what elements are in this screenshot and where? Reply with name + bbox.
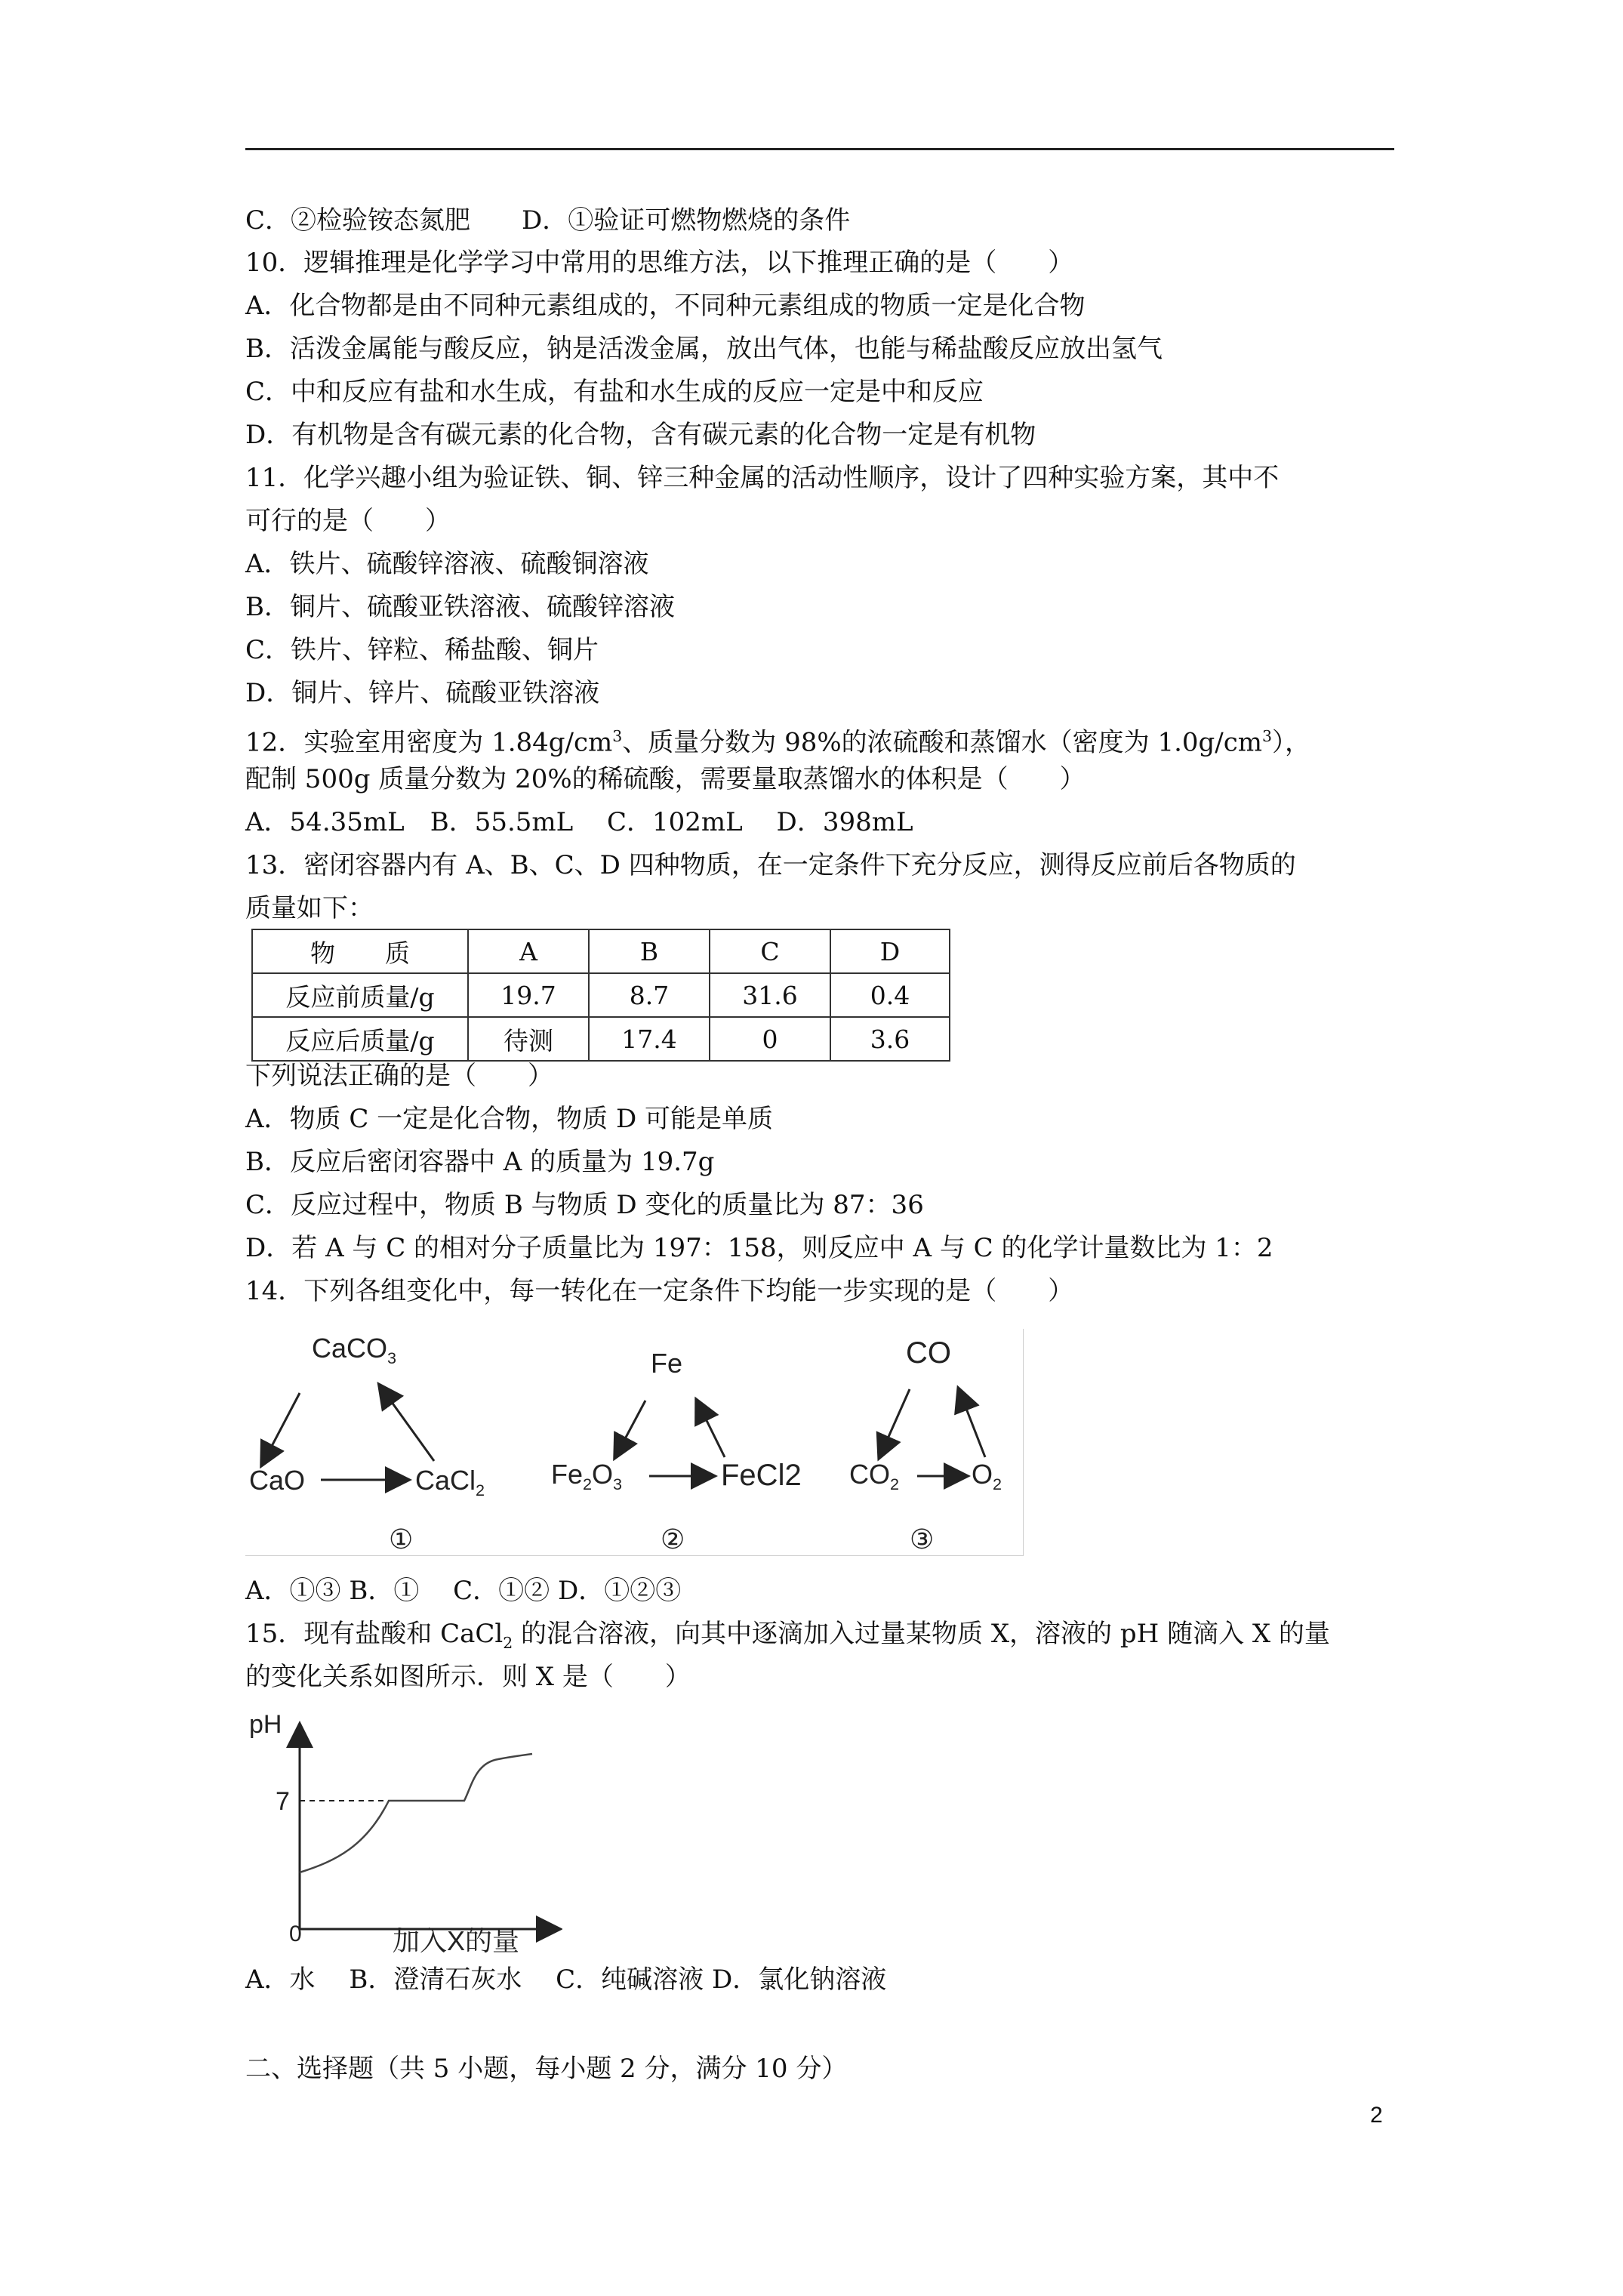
table-cell: 17.4 — [589, 1017, 710, 1061]
q13-question: 下列说法正确的是（ ） — [245, 1061, 553, 1091]
section-2-heading: 二、选择题（共 5 小题，每小题 2 分，满分 10 分） — [245, 2054, 848, 2084]
table-cell: 3.6 — [830, 1017, 950, 1061]
q12-options: A．54.35mL B．55.5mL C．102mL D．398mL — [245, 807, 913, 837]
q10-option-a: A．化合物都是由不同种元素组成的，不同种元素组成的物质一定是化合物 — [245, 291, 1086, 321]
origin-label: 0 — [289, 1922, 302, 1946]
arrow-icon — [380, 1385, 434, 1461]
table-header-cell: 物 质 — [252, 929, 468, 973]
q14-stem: 14．下列各组变化中，每一转化在一定条件下均能一步实现的是（ ） — [245, 1276, 1074, 1306]
table-header-cell: C — [710, 929, 830, 973]
g2-top: Fe — [651, 1348, 683, 1379]
table-cell: 19.7 — [468, 973, 589, 1017]
table-header-row — [252, 929, 950, 973]
g1-right: CaCl$_2$ — [415, 1465, 485, 1500]
table-cell: 0 — [710, 1017, 830, 1061]
arrow-icon — [959, 1389, 985, 1457]
ph-curve — [300, 1754, 532, 1872]
g3-top: CO — [906, 1336, 951, 1370]
g1-left: CaO — [249, 1465, 306, 1496]
g1-label: ① — [389, 1524, 414, 1555]
x-axis-label: 加入X的量 — [393, 1925, 520, 1956]
q10-stem: 10．逻辑推理是化学学习中常用的思维方法，以下推理正确的是（ ） — [245, 248, 1074, 278]
q13-mass-table — [251, 929, 950, 1062]
table-cell: 0.4 — [830, 973, 950, 1017]
table-header-cell: A — [468, 929, 589, 973]
arrow-icon — [262, 1393, 300, 1465]
g3-left: $CO_2$ — [849, 1459, 900, 1494]
g1-top: CaCO$_3$ — [312, 1333, 397, 1368]
table-row — [252, 1017, 950, 1061]
ph-graph-plot — [245, 1703, 562, 1952]
ph-tick-7: 7 — [276, 1787, 290, 1816]
table-cell: 反应前质量/g — [252, 973, 468, 1017]
q12-stem-line1: 12．实验室用密度为 $1.84g/cm^3$、质量分数为 98%的浓硫酸和蒸馏水（密度为 $1.0g/cm^3$）， — [245, 727, 1311, 758]
table-cell: 31.6 — [710, 973, 830, 1017]
q11-option-d: D．铜片、锌片、硫酸亚铁溶液 — [245, 678, 600, 708]
q13-stem-line1: 13．密闭容器内有 A、B、C、D 四种物质，在一定条件下充分反应，测得反应前后各物质的 — [245, 850, 1296, 880]
q13-option-c: C．反应过程中，物质 B 与物质 D 变化的质量比为 87：36 — [245, 1190, 924, 1220]
q9-options-cd: C．②检验铵态氮肥 D．①验证可燃物燃烧的条件 — [245, 205, 851, 236]
g2-right: FeCl2 — [721, 1459, 802, 1492]
table-cell: 反应后质量/g — [252, 1017, 468, 1061]
q10-option-c: C．中和反应有盐和水生成，有盐和水生成的反应一定是中和反应 — [245, 377, 984, 407]
g3-right: $O_2$ — [972, 1459, 1002, 1494]
q13-option-a: A．物质 C 一定是化合物，物质 D 可能是单质 — [245, 1104, 774, 1134]
page-number: 2 — [1370, 2103, 1383, 2128]
q13-option-d: D．若 A 与 C 的相对分子质量比为 197：158，则反应中 A 与 C 的化学计量数比为 1：2 — [245, 1233, 1273, 1263]
g2-label: ② — [661, 1524, 685, 1555]
ph-axis-label: pH — [249, 1710, 282, 1739]
q12-stem-line2: 配制 500g 质量分数为 20%的稀硫酸，需要量取蒸馏水的体积是（ ） — [245, 764, 1086, 794]
g2-left: $Fe_2O_3$ — [551, 1459, 623, 1494]
q14-options: A．①③ B．① C．①② D．①②③ — [245, 1576, 682, 1606]
table-cell: 待测 — [468, 1017, 589, 1061]
q14-diagram — [245, 1329, 1024, 1556]
g3-label: ③ — [910, 1524, 935, 1555]
q11-stem-line2: 可行的是（ ） — [245, 506, 451, 536]
q15-ph-graph — [245, 1703, 562, 1956]
table-header-cell: D — [830, 929, 950, 973]
q15-stem-line2: 的变化关系如图所示．则 X 是（ ） — [245, 1662, 691, 1692]
q10-option-d: D．有机物是含有碳元素的化合物，含有碳元素的化合物一定是有机物 — [245, 420, 1036, 450]
q13-option-b: B．反应后密闭容器中 A 的质量为 19.7g — [245, 1147, 715, 1177]
arrow-icon — [879, 1389, 910, 1457]
q13-stem-line2: 质量如下： — [245, 893, 374, 923]
q11-option-a: A．铁片、硫酸锌溶液、硫酸铜溶液 — [245, 549, 649, 579]
table-row — [252, 973, 950, 1017]
q15-stem-line1: 15．现有盐酸和 CaCl$_2$ 的混合溶液，向其中逐滴加入过量某物质 X，溶液的 pH 随滴入 X 的量 — [245, 1619, 1330, 1652]
table-cell: 8.7 — [589, 973, 710, 1017]
q11-option-c: C．铁片、锌粒、稀盐酸、铜片 — [245, 635, 599, 665]
header-rule — [245, 148, 1394, 150]
q11-option-b: B．铜片、硫酸亚铁溶液、硫酸锌溶液 — [245, 592, 675, 622]
arrow-icon — [697, 1401, 725, 1457]
q11-stem-line1: 11．化学兴趣小组为验证铁、铜、锌三种金属的活动性顺序，设计了四种实验方案，其中不 — [245, 463, 1280, 493]
arrow-icon — [615, 1401, 645, 1457]
q10-option-b: B．活泼金属能与酸反应，钠是活泼金属，放出气体，也能与稀盐酸反应放出氢气 — [245, 334, 1163, 364]
q15-options: A．水 B．澄清石灰水 C．纯碱溶液 D．氯化钠溶液 — [245, 1965, 887, 1995]
table-header-cell: B — [589, 929, 710, 973]
